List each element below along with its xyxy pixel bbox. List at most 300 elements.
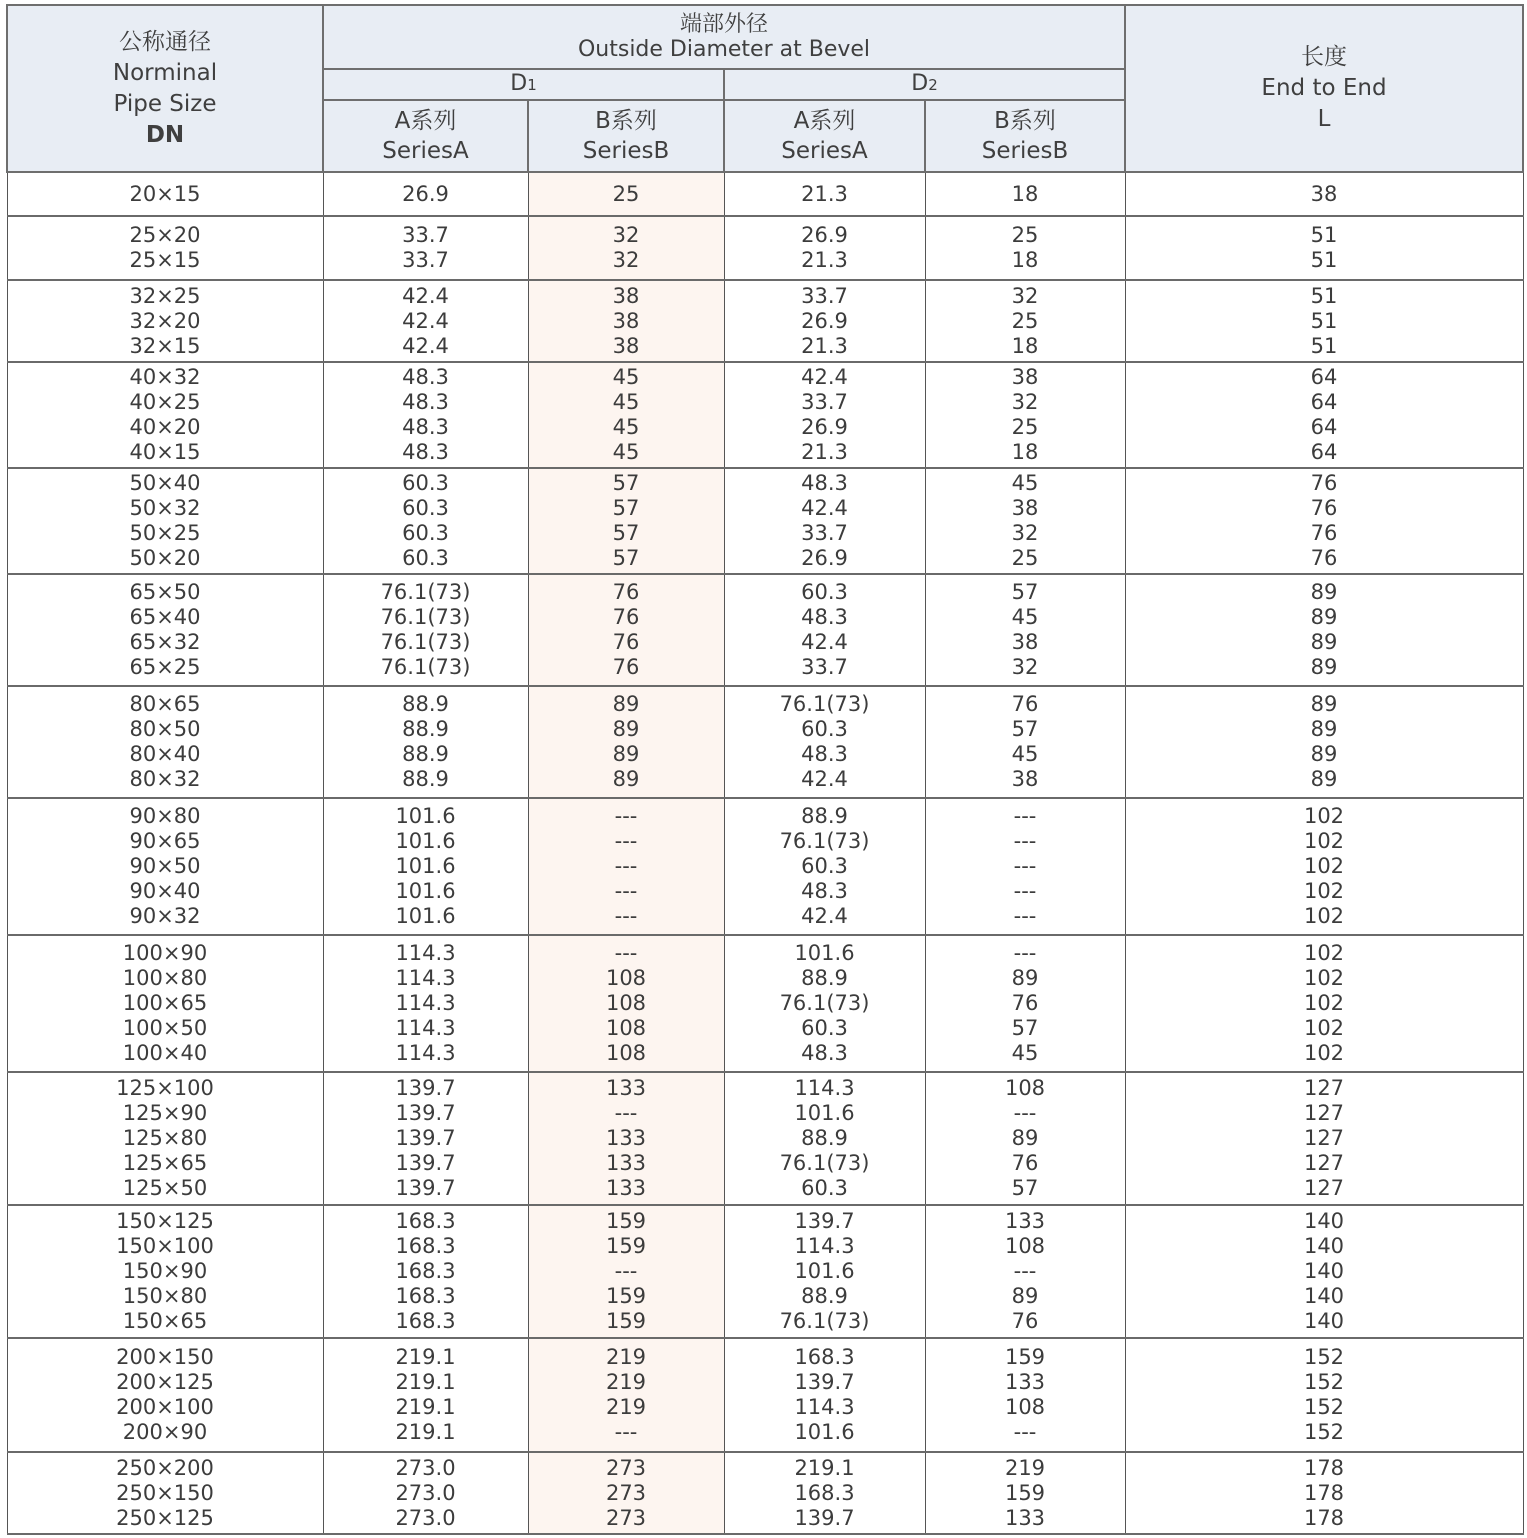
header-nominal-pipe-size <box>7 5 323 172</box>
cell-value: 100×40 <box>122 1041 208 1065</box>
header-d2-series-a <box>724 100 925 172</box>
cell-value: 76 <box>1011 692 1039 716</box>
cell-value: 102 <box>1303 991 1345 1015</box>
cell-value: 102 <box>1303 1016 1345 1040</box>
d2-series-b-cell <box>925 172 1125 216</box>
d1-series-a-cell <box>323 798 528 935</box>
cell-value: 159 <box>605 1309 647 1333</box>
header-d2-series-b <box>925 100 1125 172</box>
cell-value: 40×25 <box>129 390 201 414</box>
cell-value: 76.1(73) <box>779 829 870 853</box>
cell-value: 89 <box>1310 655 1338 679</box>
cell-value: 152 <box>1303 1370 1345 1394</box>
d2-series-a-cell <box>724 216 925 280</box>
cell-value: 64 <box>1310 440 1338 464</box>
cell-value: 40×15 <box>129 440 201 464</box>
cell-value: 45 <box>612 415 640 439</box>
header-d2 <box>724 69 1125 100</box>
cell-value: 133 <box>605 1151 647 1175</box>
cell-value: 101.6 <box>794 1420 855 1444</box>
series-b-zh: B系列 <box>994 108 1056 134</box>
cell-value: --- <box>614 1420 638 1444</box>
cell-value: --- <box>614 829 638 853</box>
length-cell <box>1125 1338 1523 1452</box>
header-d2-sub: 2 <box>928 76 938 94</box>
cell-value: 88.9 <box>402 692 449 716</box>
cell-value: --- <box>1013 829 1037 853</box>
cell-value: 33.7 <box>801 655 848 679</box>
d1-series-b-cell <box>528 216 724 280</box>
cell-value: 139.7 <box>395 1176 456 1200</box>
cell-value: 48.3 <box>801 742 848 766</box>
cell-value: 76.1(73) <box>380 580 471 604</box>
cell-value: 150×90 <box>122 1259 208 1283</box>
table-row-group <box>7 468 1523 574</box>
length-cell <box>1125 468 1523 574</box>
cell-value: 48.3 <box>402 415 449 439</box>
cell-value: 178 <box>1303 1480 1345 1505</box>
cell-value: 133 <box>605 1126 647 1150</box>
cell-value: 76.1(73) <box>779 1151 870 1175</box>
cell-value: 60.3 <box>402 496 449 520</box>
cell-value: 108 <box>1004 1234 1046 1258</box>
cell-value: 89 <box>1310 605 1338 629</box>
cell-value: 100×80 <box>122 966 208 990</box>
cell-value: --- <box>614 1101 638 1125</box>
cell-value: 20×15 <box>129 181 201 206</box>
cell-value: 42.4 <box>402 333 449 358</box>
header-length-zh: 长度 <box>1301 44 1347 70</box>
cell-value: 114.3 <box>395 1016 456 1040</box>
cell-value: 152 <box>1303 1345 1345 1369</box>
cell-value: 42.4 <box>801 767 848 791</box>
cell-value: 40×20 <box>129 415 201 439</box>
cell-value: 76 <box>612 580 640 604</box>
cell-value: 101.6 <box>794 1101 855 1125</box>
cell-value: 219 <box>605 1345 647 1369</box>
cell-value: 127 <box>1303 1126 1345 1150</box>
cell-value: 114.3 <box>794 1076 855 1100</box>
header-length-abbr: L <box>1317 106 1331 132</box>
cell-value: 88.9 <box>801 966 848 990</box>
cell-value: 76 <box>1310 546 1338 570</box>
cell-value: 133 <box>605 1076 647 1100</box>
cell-value: 125×90 <box>122 1101 208 1125</box>
d1-series-b-cell <box>528 172 724 216</box>
cell-value: 127 <box>1303 1101 1345 1125</box>
header-outside-diameter <box>323 5 1125 69</box>
cell-value: 159 <box>605 1284 647 1308</box>
d1-series-a-cell <box>323 1205 528 1338</box>
cell-value: 108 <box>1004 1076 1046 1100</box>
cell-value: 90×40 <box>129 879 201 903</box>
table-row-group <box>7 686 1523 798</box>
cell-value: 50×25 <box>129 521 201 545</box>
cell-value: 219 <box>605 1370 647 1394</box>
dn-cell <box>7 1452 323 1534</box>
cell-value: 139.7 <box>395 1151 456 1175</box>
reducer-dimension-table-container <box>6 4 1522 1535</box>
d1-series-a-cell <box>323 1072 528 1205</box>
cell-value: 38 <box>612 283 640 308</box>
cell-value: 57 <box>1011 717 1039 741</box>
cell-value: 102 <box>1303 854 1345 878</box>
cell-value: 178 <box>1303 1455 1345 1480</box>
cell-value: 108 <box>605 1041 647 1065</box>
cell-value: 89 <box>1310 767 1338 791</box>
cell-value: 51 <box>1310 333 1338 358</box>
series-a-en: SeriesA <box>781 138 868 164</box>
cell-value: 88.9 <box>402 742 449 766</box>
cell-value: 51 <box>1310 248 1338 272</box>
cell-value: 150×100 <box>116 1234 214 1258</box>
cell-value: 57 <box>612 496 640 520</box>
dn-cell <box>7 216 323 280</box>
cell-value: 32×20 <box>129 308 201 333</box>
cell-value: 50×40 <box>129 471 201 495</box>
cell-value: 108 <box>1004 1395 1046 1419</box>
cell-value: 200×150 <box>116 1345 214 1369</box>
series-b-en: SeriesB <box>582 138 670 164</box>
cell-value: 51 <box>1310 308 1338 333</box>
cell-value: 76.1(73) <box>380 630 471 654</box>
cell-value: 114.3 <box>395 966 456 990</box>
cell-value: 48.3 <box>801 605 848 629</box>
d1-series-a-cell <box>323 1452 528 1534</box>
cell-value: 125×50 <box>122 1176 208 1200</box>
cell-value: 200×100 <box>116 1395 214 1419</box>
cell-value: 101.6 <box>395 829 456 853</box>
cell-value: 33.7 <box>402 248 449 272</box>
cell-value: 250×125 <box>116 1505 214 1530</box>
cell-value: 139.7 <box>794 1370 855 1394</box>
cell-value: 76 <box>1011 1151 1039 1175</box>
cell-value: 159 <box>605 1209 647 1233</box>
header-length-en: End to End <box>1261 75 1387 101</box>
cell-value: 178 <box>1303 1505 1345 1530</box>
cell-value: 76 <box>1310 471 1338 495</box>
cell-value: 57 <box>612 546 640 570</box>
cell-value: 101.6 <box>395 854 456 878</box>
cell-value: 200×90 <box>122 1420 208 1444</box>
cell-value: 102 <box>1303 904 1345 928</box>
cell-value: 33.7 <box>801 390 848 414</box>
cell-value: 89 <box>1011 1126 1039 1150</box>
cell-value: 45 <box>1011 471 1039 495</box>
d1-series-b-cell <box>528 1072 724 1205</box>
cell-value: 26.9 <box>801 308 848 333</box>
cell-value: 250×200 <box>116 1455 214 1480</box>
cell-value: 168.3 <box>395 1234 456 1258</box>
header-dn-en1: Norminal <box>112 59 218 86</box>
cell-value: 76 <box>1011 1309 1039 1333</box>
cell-value: 273 <box>605 1480 647 1505</box>
cell-value: 76.1(73) <box>779 692 870 716</box>
cell-value: 48.3 <box>402 390 449 414</box>
cell-value: 26.9 <box>801 223 848 247</box>
cell-value: --- <box>614 879 638 903</box>
cell-value: --- <box>1013 804 1037 828</box>
length-cell <box>1125 686 1523 798</box>
d1-series-a-cell <box>323 468 528 574</box>
table-row-group <box>7 280 1523 362</box>
cell-value: 33.7 <box>801 521 848 545</box>
cell-value: 159 <box>1004 1345 1046 1369</box>
d1-series-a-cell <box>323 574 528 686</box>
cell-value: 200×125 <box>116 1370 214 1394</box>
length-cell <box>1125 1205 1523 1338</box>
cell-value: 80×50 <box>129 717 201 741</box>
cell-value: 90×65 <box>129 829 201 853</box>
cell-value: 88.9 <box>801 1284 848 1308</box>
cell-value: 32 <box>612 223 640 247</box>
length-cell <box>1125 798 1523 935</box>
cell-value: 139.7 <box>395 1076 456 1100</box>
cell-value: 51 <box>1310 223 1338 247</box>
d1-series-a-cell <box>323 172 528 216</box>
cell-value: 25 <box>1011 223 1039 247</box>
d1-series-b-cell <box>528 798 724 935</box>
cell-value: 21.3 <box>801 333 848 358</box>
cell-value: 133 <box>605 1176 647 1200</box>
cell-value: 133 <box>1004 1209 1046 1233</box>
cell-value: 32 <box>1011 521 1039 545</box>
cell-value: 50×20 <box>129 546 201 570</box>
cell-value: 273.0 <box>395 1480 456 1505</box>
cell-value: 90×32 <box>129 904 201 928</box>
cell-value: 18 <box>1011 440 1039 464</box>
d2-series-a-cell <box>724 172 925 216</box>
cell-value: --- <box>1013 1101 1037 1125</box>
d1-series-a-cell <box>323 1338 528 1452</box>
header-d1-label: D <box>510 71 528 96</box>
cell-value: 26.9 <box>801 546 848 570</box>
length-cell <box>1125 935 1523 1072</box>
cell-value: 101.6 <box>395 804 456 828</box>
cell-value: 168.3 <box>395 1309 456 1333</box>
cell-value: 40×32 <box>129 365 201 389</box>
series-b-zh: B系列 <box>595 108 657 134</box>
header-od-zh: 端部外径 <box>679 12 768 37</box>
cell-value: 101.6 <box>395 904 456 928</box>
cell-value: 51 <box>1310 283 1338 308</box>
d2-series-a-cell <box>724 280 925 362</box>
cell-value: 127 <box>1303 1176 1345 1200</box>
cell-value: 101.6 <box>794 941 855 965</box>
cell-value: 89 <box>1310 630 1338 654</box>
d2-series-a-cell <box>724 1072 925 1205</box>
cell-value: 57 <box>1011 580 1039 604</box>
cell-value: --- <box>614 904 638 928</box>
cell-value: 100×90 <box>122 941 208 965</box>
length-cell <box>1125 216 1523 280</box>
dn-cell <box>7 574 323 686</box>
cell-value: 65×40 <box>129 605 201 629</box>
d1-series-a-cell <box>323 216 528 280</box>
dn-cell <box>7 935 323 1072</box>
length-cell <box>1125 362 1523 468</box>
cell-value: 89 <box>1310 717 1338 741</box>
cell-value: 168.3 <box>395 1259 456 1283</box>
table-row-group <box>7 172 1523 216</box>
cell-value: 76 <box>1310 496 1338 520</box>
d2-series-b-cell <box>925 1452 1125 1534</box>
header-d1-series-a <box>323 100 528 172</box>
cell-value: 60.3 <box>801 854 848 878</box>
cell-value: 21.3 <box>801 440 848 464</box>
cell-value: 89 <box>612 767 640 791</box>
cell-value: 65×50 <box>129 580 201 604</box>
table-row-group <box>7 1338 1523 1452</box>
cell-value: 101.6 <box>794 1259 855 1283</box>
cell-value: 38 <box>1011 767 1039 791</box>
cell-value: 18 <box>1011 181 1039 206</box>
cell-value: 139.7 <box>395 1101 456 1125</box>
header-d1-series-b <box>528 100 724 172</box>
d1-series-b-cell <box>528 935 724 1072</box>
cell-value: 25 <box>1011 308 1039 333</box>
cell-value: 32 <box>1011 655 1039 679</box>
d2-series-b-cell <box>925 1205 1125 1338</box>
cell-value: --- <box>1013 854 1037 878</box>
cell-value: 32×25 <box>129 283 201 308</box>
cell-value: --- <box>1013 904 1037 928</box>
cell-value: 102 <box>1303 966 1345 990</box>
table-row-group <box>7 362 1523 468</box>
d2-series-a-cell <box>724 1338 925 1452</box>
cell-value: 21.3 <box>801 181 848 206</box>
cell-value: 273.0 <box>395 1505 456 1530</box>
cell-value: 26.9 <box>402 181 449 206</box>
cell-value: 114.3 <box>395 991 456 1015</box>
cell-value: 76 <box>1011 991 1039 1015</box>
cell-value: --- <box>614 1259 638 1283</box>
d1-series-b-cell <box>528 362 724 468</box>
cell-value: 250×150 <box>116 1480 214 1505</box>
d2-series-b-cell <box>925 216 1125 280</box>
cell-value: 219.1 <box>395 1420 456 1444</box>
cell-value: 45 <box>1011 1041 1039 1065</box>
cell-value: 18 <box>1011 248 1039 272</box>
cell-value: 60.3 <box>402 521 449 545</box>
cell-value: 45 <box>1011 742 1039 766</box>
cell-value: 60.3 <box>801 1176 848 1200</box>
cell-value: 38 <box>1011 630 1039 654</box>
d2-series-b-cell <box>925 574 1125 686</box>
d1-series-a-cell <box>323 362 528 468</box>
cell-value: 25 <box>1011 546 1039 570</box>
cell-value: 168.3 <box>395 1284 456 1308</box>
cell-value: 273.0 <box>395 1455 456 1480</box>
cell-value: 57 <box>1011 1016 1039 1040</box>
cell-value: 89 <box>612 692 640 716</box>
cell-value: 89 <box>1310 742 1338 766</box>
series-b-en: SeriesB <box>981 138 1069 164</box>
cell-value: 127 <box>1303 1076 1345 1100</box>
cell-value: 45 <box>612 440 640 464</box>
cell-value: 108 <box>605 991 647 1015</box>
cell-value: 65×25 <box>129 655 201 679</box>
cell-value: 32×15 <box>129 333 201 358</box>
header-d2-label: D <box>911 71 929 96</box>
table-row-group <box>7 1452 1523 1534</box>
cell-value: 25 <box>612 181 640 206</box>
cell-value: 33.7 <box>801 283 848 308</box>
dn-cell <box>7 1338 323 1452</box>
cell-value: 48.3 <box>801 471 848 495</box>
cell-value: 45 <box>1011 605 1039 629</box>
cell-value: 168.3 <box>794 1345 855 1369</box>
cell-value: 25×20 <box>129 223 201 247</box>
cell-value: 25×15 <box>129 248 201 272</box>
cell-value: 60.3 <box>402 546 449 570</box>
d1-series-a-cell <box>323 280 528 362</box>
cell-value: 64 <box>1310 390 1338 414</box>
header-dn-en2: Pipe Size <box>113 90 217 117</box>
cell-value: 76.1(73) <box>779 991 870 1015</box>
cell-value: 114.3 <box>395 1041 456 1065</box>
d2-series-a-cell <box>724 686 925 798</box>
table-row-group <box>7 798 1523 935</box>
cell-value: --- <box>1013 1259 1037 1283</box>
d2-series-b-cell <box>925 935 1125 1072</box>
cell-value: 64 <box>1310 415 1338 439</box>
header-d1-sub: 1 <box>527 76 537 94</box>
header-d1 <box>323 69 724 100</box>
length-cell <box>1125 1072 1523 1205</box>
cell-value: 168.3 <box>794 1480 855 1505</box>
d1-series-b-cell <box>528 1452 724 1534</box>
d2-series-a-cell <box>724 468 925 574</box>
cell-value: 108 <box>605 1016 647 1040</box>
d2-series-a-cell <box>724 798 925 935</box>
cell-value: --- <box>614 804 638 828</box>
d1-series-b-cell <box>528 686 724 798</box>
cell-value: 114.3 <box>395 941 456 965</box>
cell-value: 60.3 <box>801 1016 848 1040</box>
cell-value: 159 <box>605 1234 647 1258</box>
dn-cell <box>7 686 323 798</box>
cell-value: 140 <box>1303 1259 1345 1283</box>
cell-value: 140 <box>1303 1284 1345 1308</box>
cell-value: 219.1 <box>794 1455 855 1480</box>
d2-series-b-cell <box>925 362 1125 468</box>
cell-value: --- <box>1013 879 1037 903</box>
table-row-group <box>7 935 1523 1072</box>
cell-value: 139.7 <box>794 1209 855 1233</box>
d1-series-b-cell <box>528 1338 724 1452</box>
d1-series-b-cell <box>528 574 724 686</box>
cell-value: 33.7 <box>402 223 449 247</box>
d1-series-b-cell <box>528 468 724 574</box>
cell-value: 125×65 <box>122 1151 208 1175</box>
cell-value: 102 <box>1303 804 1345 828</box>
cell-value: --- <box>614 941 638 965</box>
cell-value: 108 <box>605 966 647 990</box>
cell-value: 38 <box>612 333 640 358</box>
cell-value: 88.9 <box>402 767 449 791</box>
cell-value: 76 <box>612 630 640 654</box>
cell-value: 76 <box>612 655 640 679</box>
cell-value: 89 <box>612 717 640 741</box>
table-row-group <box>7 574 1523 686</box>
d2-series-b-cell <box>925 1072 1125 1205</box>
table-row-group <box>7 1072 1523 1205</box>
cell-value: 102 <box>1303 1041 1345 1065</box>
table-row-group <box>7 1205 1523 1338</box>
cell-value: 150×125 <box>116 1209 214 1233</box>
cell-value: 48.3 <box>402 440 449 464</box>
